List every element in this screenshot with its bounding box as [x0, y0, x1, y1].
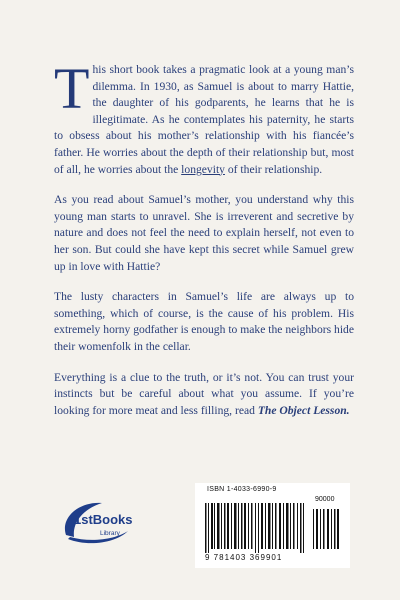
isbn-text: ISBN 1-4033-6990-9: [207, 486, 277, 493]
underlined-word: longevity: [181, 162, 225, 176]
paragraph-2: As you read about Samuel’s mother, you understand why this young man starts to unravel. She is irreverent and secretive by nature and does not feel the need to explain herself, not even to her son. But could she have kept this secret while Samuel grew up in love with Hattie?: [54, 193, 354, 273]
blurb: [54, 56, 354, 433]
drop-cap: T: [54, 56, 90, 121]
barcode-icon: [203, 503, 343, 553]
paragraph-1-text-a: his short book takes a pragmatic look at a young man’s dilemma. In 1930, as Samuel is about to marry Hattie, the daughter of his godparents, he learns that he is illegitimate. As he contemplates his paternity, he starts to obsess about his mother’s relationship with his fiancée’s father. He worries about the depth of their relationship but, most of all, he worries about the: [54, 63, 354, 176]
publisher-name: 1stBooks: [74, 512, 133, 527]
paragraph-1: [54, 56, 354, 178]
publisher-sub: Library: [100, 530, 120, 537]
barcode-box: [195, 483, 350, 568]
paragraph-3: The lusty characters in Samuel’s life are always up to something, which of course, is the cause of his problem. His extremely horny godfather is enough to make the neighbors hide their womenfolk in the cellar.: [54, 290, 354, 353]
paragraph-1-text-b: of their relationship.: [224, 162, 323, 176]
barcode-number: 9 781403 369901: [205, 553, 283, 562]
book-title: The Object Lesson.: [257, 403, 350, 417]
paragraph-4-text: Everything is a clue to the truth, or it’s not. You can trust your instincts but be careful about what you assume. If you’re looking for more meat and less filling, read: [54, 370, 354, 417]
price-code: 90000: [315, 496, 335, 503]
paragraph-4: [54, 370, 354, 420]
